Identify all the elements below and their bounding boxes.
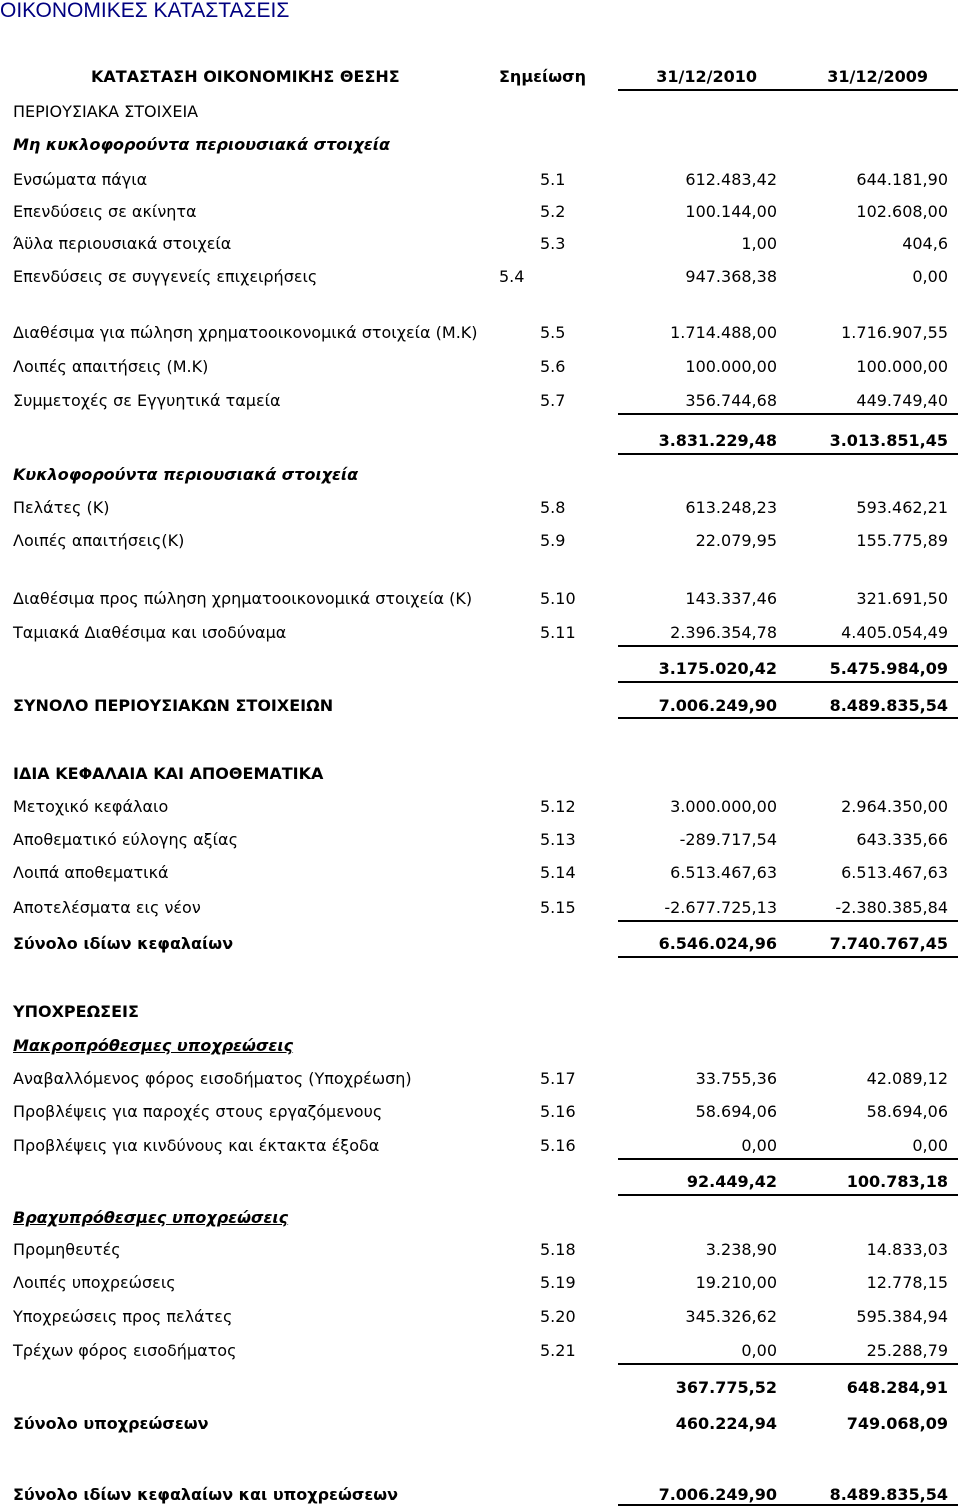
row-value-2009: 0,00 — [912, 267, 948, 286]
column-header-2009: 31/12/2009 — [827, 67, 928, 86]
longterm-total-underline — [618, 1194, 958, 1196]
row-value-2009: 593.462,21 — [856, 498, 948, 517]
shortterm-total-2009: 648.284,91 — [846, 1378, 948, 1397]
liabilities-total-2010: 460.224,94 — [675, 1414, 777, 1433]
row-value-2009: 644.181,90 — [856, 170, 948, 189]
row-note: 5.4 — [499, 267, 525, 286]
equity-total-2010: 6.546.024,96 — [658, 934, 777, 953]
row-value-2010: 33.755,36 — [695, 1069, 777, 1088]
shortterm-liabilities-heading: Βραχυπρόθεσμες υποχρεώσεις — [13, 1208, 289, 1227]
equity-subtotal-line — [618, 920, 958, 922]
shortterm-subtotal-line — [618, 1363, 958, 1365]
liabilities-heading: ΥΠΟΧΡΕΩΣΕΙΣ — [13, 1002, 139, 1021]
row-label: Προβλέψεις για κινδύνους και έκτακτα έξοδα — [13, 1136, 380, 1155]
row-label: Προμηθευτές — [13, 1240, 121, 1259]
equity-total-label: Σύνολο ιδίων κεφαλαίων — [13, 934, 234, 953]
row-value-2010: 3.238,90 — [705, 1240, 777, 1259]
grand-total-underline — [618, 1504, 958, 1506]
row-note: 5.5 — [540, 323, 566, 342]
total-assets-underline — [618, 717, 958, 719]
row-label: Αναβαλλόμενος φόρος εισοδήματος (Υποχρέωση) — [13, 1069, 412, 1088]
row-value-2010: 345.326,62 — [685, 1307, 777, 1326]
row-label: Τρέχων φόρος εισοδήματος — [13, 1341, 237, 1360]
equity-heading: ΙΔΙΑ ΚΕΦΑΛΑΙΑ ΚΑΙ ΑΠΟΘΕΜΑΤΙΚΑ — [13, 764, 324, 783]
row-note: 5.20 — [540, 1307, 576, 1326]
row-value-2010: 0,00 — [741, 1136, 777, 1155]
row-note: 5.14 — [540, 863, 576, 882]
equity-total-underline — [618, 956, 958, 958]
row-value-2010: 19.210,00 — [695, 1273, 777, 1292]
row-value-2010: 1.714.488,00 — [670, 323, 777, 342]
row-label: Μετοχικό κεφάλαιο — [13, 797, 169, 816]
row-value-2010: 356.744,68 — [685, 391, 777, 410]
row-value-2009: 2.964.350,00 — [841, 797, 948, 816]
row-note: 5.10 — [540, 589, 576, 608]
row-note: 5.1 — [540, 170, 566, 189]
row-value-2009: 155.775,89 — [856, 531, 948, 550]
row-value-2010: 100.000,00 — [685, 357, 777, 376]
row-note: 5.11 — [540, 623, 576, 642]
statement-title: ΚΑΤΑΣΤΑΣΗ ΟΙΚΟΝΟΜΙΚΗΣ ΘΕΣΗΣ — [91, 67, 400, 86]
row-note: 5.19 — [540, 1273, 576, 1292]
shortterm-total-2010: 367.775,52 — [675, 1378, 777, 1397]
longterm-total-2010: 92.449,42 — [686, 1172, 777, 1191]
row-note: 5.18 — [540, 1240, 576, 1259]
equity-total-2009: 7.740.767,45 — [829, 934, 948, 953]
longterm-subtotal-line — [618, 1158, 958, 1160]
liabilities-total-label: Σύνολο υποχρεώσεων — [13, 1414, 209, 1433]
row-note: 5.7 — [540, 391, 566, 410]
row-label: Λοιπές απαιτήσεις(Κ) — [13, 531, 185, 550]
row-value-2010: 0,00 — [741, 1341, 777, 1360]
row-value-2010: 947.368,38 — [685, 267, 777, 286]
row-note: 5.16 — [540, 1102, 576, 1121]
row-note: 5.13 — [540, 830, 576, 849]
row-label: Λοιπές απαιτήσεις (Μ.Κ) — [13, 357, 209, 376]
row-value-2009: 100.000,00 — [856, 357, 948, 376]
row-value-2009: -2.380.385,84 — [835, 898, 948, 917]
row-note: 5.3 — [540, 234, 566, 253]
noncurrent-assets-heading: Μη κυκλοφορούντα περιουσιακά στοιχεία — [13, 135, 390, 154]
row-label: Ενσώματα πάγια — [13, 170, 148, 189]
row-value-2009: 0,00 — [912, 1136, 948, 1155]
row-note: 5.17 — [540, 1069, 576, 1088]
total-assets-2010: 7.006.249,90 — [658, 696, 777, 715]
row-value-2009: 4.405.054,49 — [841, 623, 948, 642]
row-label: Συμμετοχές σε Εγγυητικά ταμεία — [13, 391, 281, 410]
row-note: 5.12 — [540, 797, 576, 816]
row-value-2010: 6.513.467,63 — [670, 863, 777, 882]
grand-total-label: Σύνολο ιδίων κεφαλαίων και υποχρεώσεων — [13, 1485, 399, 1504]
grand-total-2009: 8.489.835,54 — [829, 1485, 948, 1504]
current-assets-heading: Κυκλοφορούντα περιουσιακά στοιχεία — [13, 465, 359, 484]
row-value-2009: 449.749,40 — [856, 391, 948, 410]
noncurrent-total-underline — [618, 453, 958, 455]
row-note: 5.21 — [540, 1341, 576, 1360]
row-label: Επενδύσεις σε ακίνητα — [13, 202, 197, 221]
row-value-2009: 595.384,94 — [856, 1307, 948, 1326]
row-value-2010: 22.079,95 — [695, 531, 777, 550]
row-value-2010: 1,00 — [741, 234, 777, 253]
row-label: Λοιπά αποθεματικά — [13, 863, 169, 882]
current-total-2009: 5.475.984,09 — [829, 659, 948, 678]
row-value-2010: 58.694,06 — [695, 1102, 777, 1121]
row-value-2009: 14.833,03 — [866, 1240, 948, 1259]
row-note: 5.8 — [540, 498, 566, 517]
row-value-2009: 58.694,06 — [866, 1102, 948, 1121]
current-subtotal-line — [618, 645, 958, 647]
row-value-2010: 2.396.354,78 — [670, 623, 777, 642]
header-underline — [618, 89, 958, 91]
row-label: Αποτελέσματα εις νέον — [13, 898, 201, 917]
row-value-2009: 102.608,00 — [856, 202, 948, 221]
current-total-2010: 3.175.020,42 — [658, 659, 777, 678]
row-value-2009: 321.691,50 — [856, 589, 948, 608]
grand-total-2010: 7.006.249,90 — [658, 1485, 777, 1504]
total-assets-label: ΣΥΝΟΛΟ ΠΕΡΙΟΥΣΙΑΚΩΝ ΣΤΟΙΧΕΙΩΝ — [13, 696, 334, 715]
row-value-2010: 100.144,00 — [685, 202, 777, 221]
page-title: ΟΙΚΟΝΟΜΙΚΕΣ ΚΑΤΑΣΤΑΣΕΙΣ — [0, 0, 290, 22]
note-column-header: Σημείωση — [499, 67, 586, 86]
total-assets-2009: 8.489.835,54 — [829, 696, 948, 715]
row-label: Διαθέσιμα για πώληση χρηματοοικονομικά στοιχεία (Μ.Κ) — [13, 323, 478, 342]
row-note: 5.6 — [540, 357, 566, 376]
row-label: Διαθέσιμα προς πώληση χρηματοοικονομικά στοιχεία (Κ) — [13, 589, 473, 608]
row-label: Αποθεματικό εύλογης αξίας — [13, 830, 238, 849]
row-value-2010: 613.248,23 — [685, 498, 777, 517]
current-total-underline — [618, 681, 958, 683]
row-value-2009: 404,6 — [902, 234, 948, 253]
row-value-2010: 143.337,46 — [685, 589, 777, 608]
column-header-2010: 31/12/2010 — [656, 67, 757, 86]
row-note: 5.16 — [540, 1136, 576, 1155]
noncurrent-total-2010: 3.831.229,48 — [658, 431, 777, 450]
row-value-2009: 1.716.907,55 — [841, 323, 948, 342]
row-label: Άϋλα περιουσιακά στοιχεία — [13, 234, 232, 253]
row-value-2010: 612.483,42 — [685, 170, 777, 189]
row-label: Προβλέψεις για παροχές στους εργαζόμενους — [13, 1102, 383, 1121]
row-value-2009: 25.288,79 — [866, 1341, 948, 1360]
row-value-2009: 6.513.467,63 — [841, 863, 948, 882]
row-value-2009: 12.778,15 — [866, 1273, 948, 1292]
row-label: Επενδύσεις σε συγγενείς επιχειρήσεις — [13, 267, 318, 286]
longterm-total-2009: 100.783,18 — [846, 1172, 948, 1191]
longterm-liabilities-heading: Μακροπρόθεσμες υποχρεώσεις — [13, 1036, 294, 1055]
row-label: Λοιπές υποχρεώσεις — [13, 1273, 176, 1292]
assets-heading: ΠΕΡΙΟΥΣΙΑΚΑ ΣΤΟΙΧΕΙΑ — [13, 102, 199, 121]
row-value-2010: -2.677.725,13 — [664, 898, 777, 917]
row-label: Πελάτες (Κ) — [13, 498, 110, 517]
row-note: 5.15 — [540, 898, 576, 917]
row-value-2009: 42.089,12 — [866, 1069, 948, 1088]
row-value-2010: 3.000.000,00 — [670, 797, 777, 816]
row-note: 5.9 — [540, 531, 566, 550]
noncurrent-total-2009: 3.013.851,45 — [829, 431, 948, 450]
liabilities-total-2009: 749.068,09 — [846, 1414, 948, 1433]
row-note: 5.2 — [540, 202, 566, 221]
noncurrent-subtotal-line — [618, 413, 958, 415]
row-label: Υποχρεώσεις προς πελάτες — [13, 1307, 233, 1326]
row-value-2009: 643.335,66 — [856, 830, 948, 849]
row-label: Ταμιακά Διαθέσιμα και ισοδύναμα — [13, 623, 287, 642]
row-value-2010: -289.717,54 — [679, 830, 777, 849]
